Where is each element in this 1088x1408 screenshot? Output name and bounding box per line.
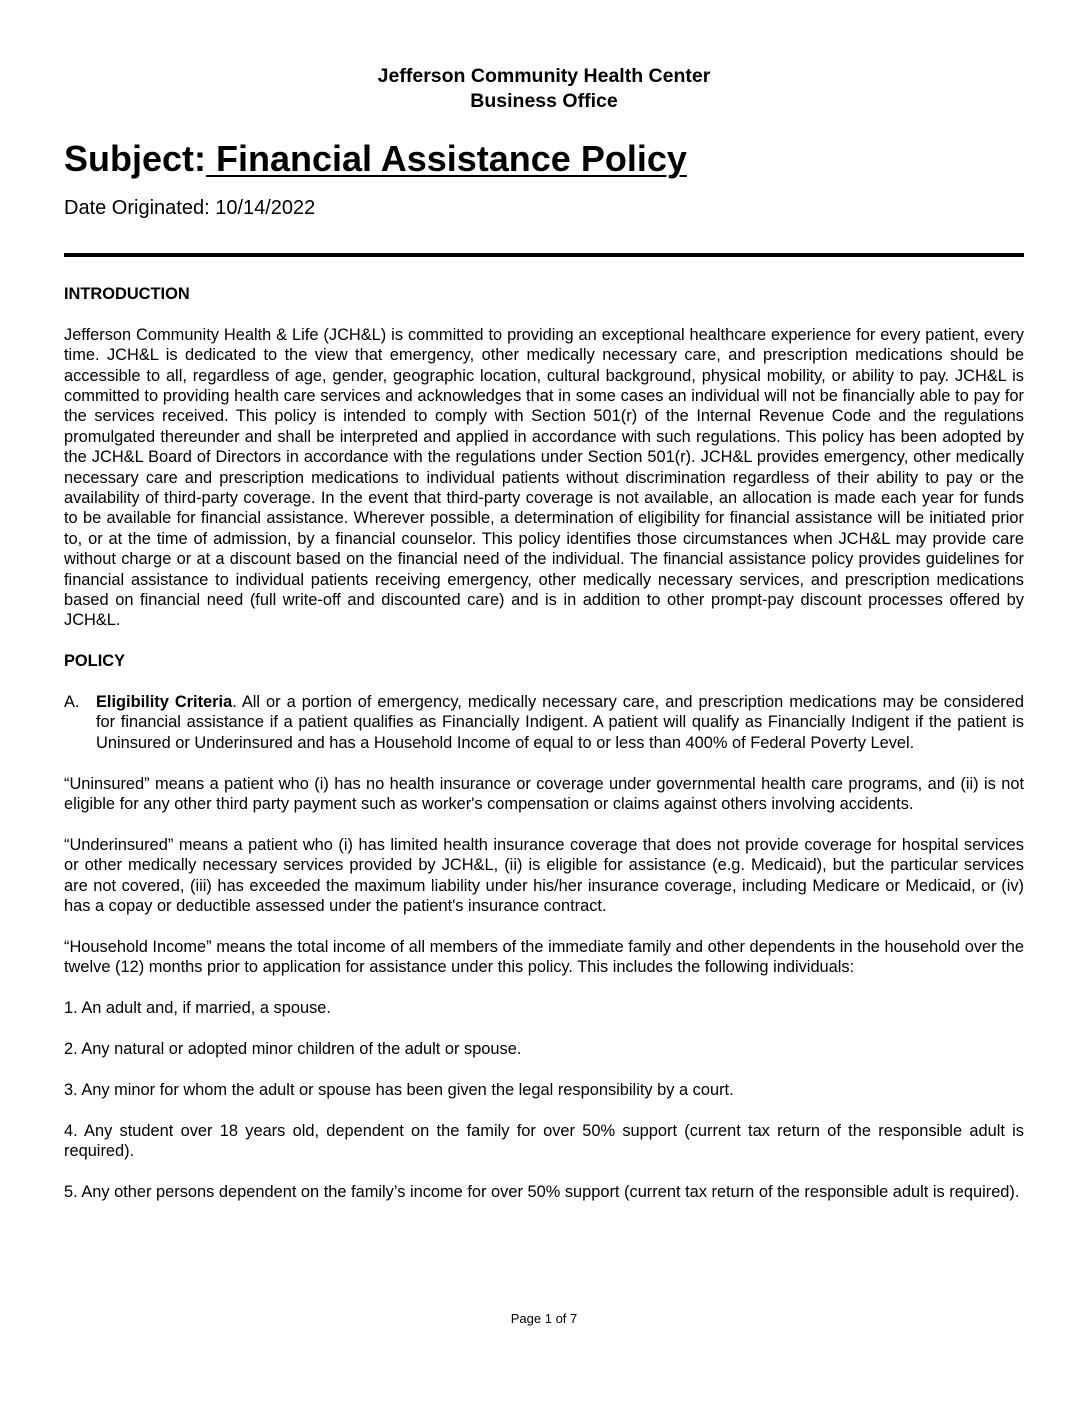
- underinsured-definition: “Underinsured” means a patient who (i) has limited health insurance coverage that does not provide coverage for hospital services or other medically necessary services provided by JCH&L, (ii) is eligible for assistance (e.g. Medicaid), but the particular services are not covered, (iii) has exceeded the maximum liability under his/her insurance coverage, including Medicare or Medicaid, or (iv) has a copay or deductible assessed under the patient's insurance contract.: [64, 835, 1024, 916]
- document-header: [64, 64, 1024, 114]
- list-item: 2. Any natural or adopted minor children of the adult or spouse.: [64, 1039, 522, 1058]
- introduction-heading: INTRODUCTION: [64, 285, 190, 303]
- uninsured-definition: “Uninsured” means a patient who (i) has no health insurance or coverage under governmental health care programs, and (ii) is not eligible for any other third party payment such as worker's compensation or claims against others involving accidents.: [64, 774, 1024, 814]
- policy-heading: POLICY: [64, 652, 126, 671]
- page-title: [64, 137, 687, 181]
- page-number: Page 1 of 7: [510, 1311, 578, 1326]
- list-item: 3. Any minor for whom the adult or spouse has been given the legal responsibility by a court.: [64, 1080, 734, 1099]
- list-item: 4. Any student over 18 years old, dependent on the family for over 50% support (current tax return of the responsible adult is required).: [64, 1121, 1024, 1160]
- introduction-paragraph: Jefferson Community Health & Life (JCH&L) is committed to providing an exceptional healthcare experience for every patient, every time. JCH&L is dedicated to the view that emergency, other medically necessary care, and prescription medications should be accessible to all, regardless of age, gender, geographic location, cultural background, physical mobility, or ability to pay. JCH&L is committed to providing health care services and acknowledges that in some cases an individual will not be financially able to pay for the services received. This policy is intended to comply with Section 501(r) of the Internal Revenue Code and the regulations promulgated thereunder and shall be interpreted and applied in accordance with such regulations. This policy has been adopted by the JCH&L Board of Directors in accordance with the regulations under Section 501(r). JCH&L provides emergency, other medically necessary care and prescription medications to individual patients without discrimination regardless of their ability to pay or the availability of third-party coverage. In the event that third-party coverage is not available, an allocation is made each year for funds to be available for financial assistance. Wherever possible, a determination of eligibility for financial assistance will be initiated prior to, or at the time of admission, by a financial counselor. This policy identifies those circumstances when JCH&L may provide care without charge or at a discount based on the financial need of the individual. The financial assistance policy provides guidelines for financial assistance to individual patients receiving emergency, other medically necessary services, and prescription medications based on financial need (full write-off and discounted care) and is in addition to other prompt-pay discount processes offered by JCH&L.: [64, 325, 1024, 630]
- item-body: [96, 692, 1024, 753]
- date-originated: Date Originated: 10/14/2022: [64, 197, 316, 219]
- item-letter: A.: [64, 693, 80, 712]
- household-income-definition: “Household Income” means the total income of all members of the immediate family and other dependents in the household over the twelve (12) months prior to application for assistance under this policy. This includes the following individuals:: [64, 937, 1024, 977]
- document-body: [64, 284, 1024, 1223]
- subject-label: Subject:: [64, 138, 207, 179]
- policy-item-a: [64, 692, 1024, 753]
- header-divider: [64, 253, 1024, 257]
- list-item: 1. An adult and, if married, a spouse.: [64, 999, 331, 1018]
- eligibility-criteria-label: Eligibility Criteria: [96, 693, 233, 712]
- department-name: Business Office: [470, 90, 618, 112]
- subject-title: Financial Assistance Policy: [206, 138, 687, 179]
- list-item: 5. Any other persons dependent on the family’s income for over 50% support (current tax return of the responsible adult is required).: [64, 1182, 1020, 1201]
- eligibility-criteria-text: . All or a portion of emergency, medically necessary care, and prescription medications may be considered for financial assistance if a patient qualifies as Financially Indigent. A patient will qualify as Financially Indigent if the patient is Uninsured or Underinsured and has a Household Income of equal to or less than 400% of Federal Poverty Level.: [96, 693, 1024, 752]
- org-name: Jefferson Community Health Center: [377, 65, 711, 87]
